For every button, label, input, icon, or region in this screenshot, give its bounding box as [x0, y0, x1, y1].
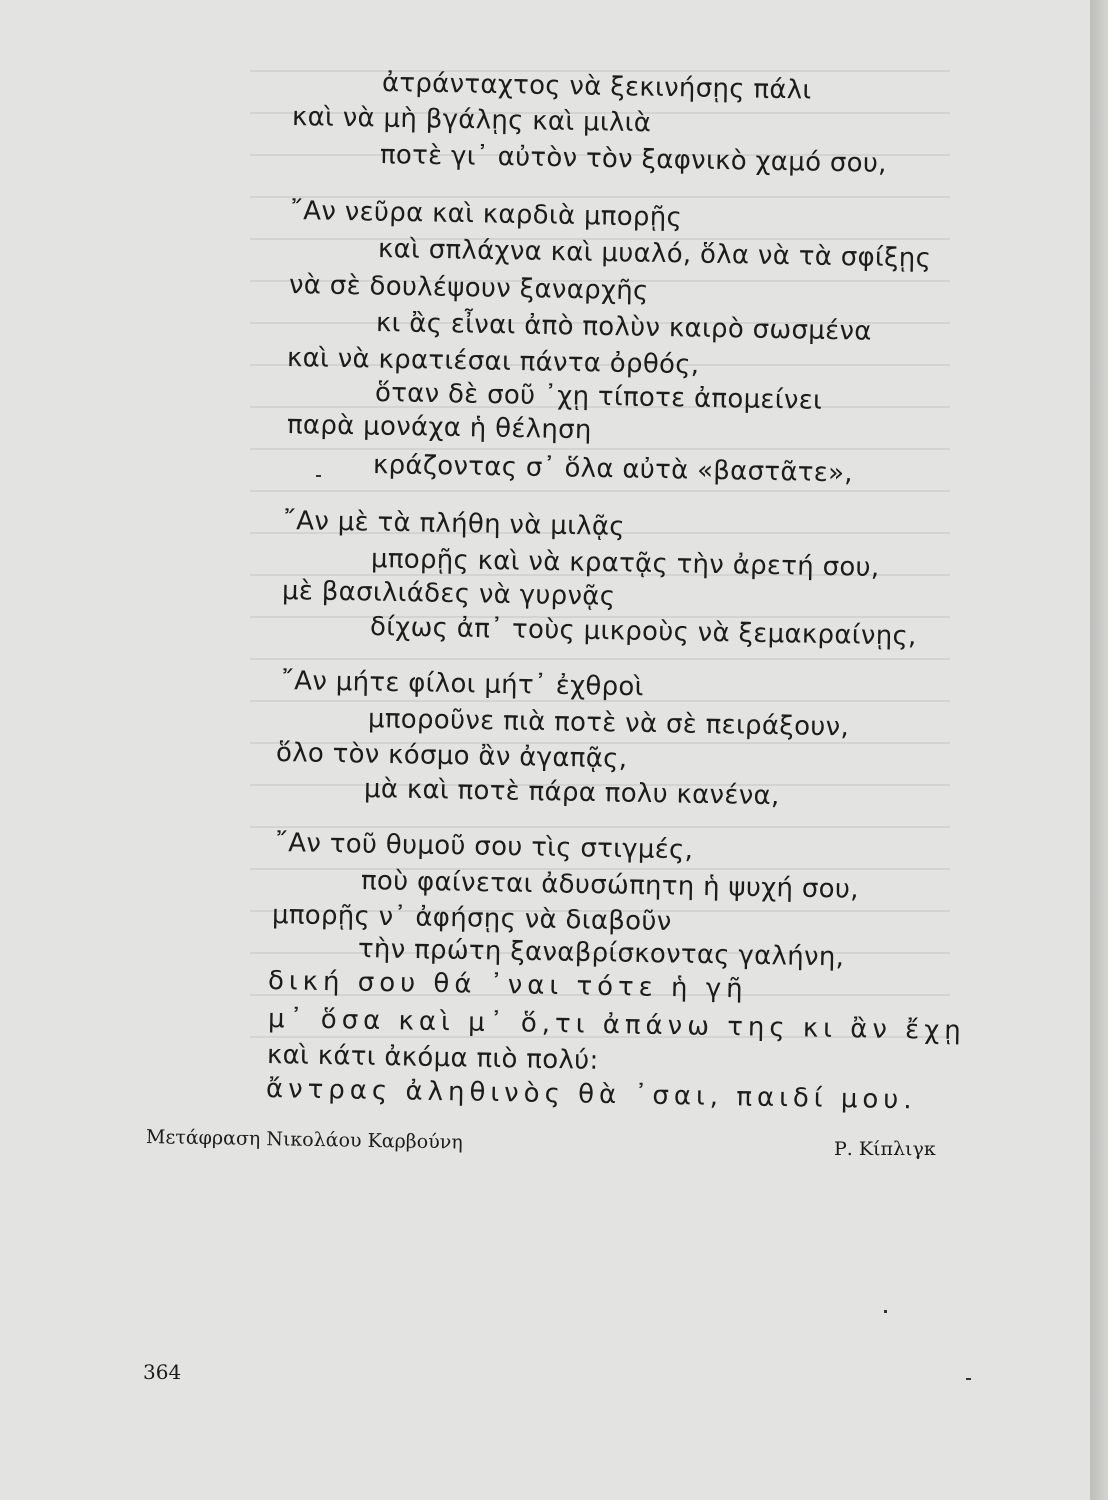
poem-line: ῎Αν μήτε φίλοι μήτ᾽ ἐχθροὶ — [280, 666, 645, 703]
print-speck — [884, 1310, 887, 1313]
poem-line: μ᾽ ὅσα καὶ μ᾽ ὅ,τι ἀπάνω της κι ἂν ἔχῃ — [267, 1004, 966, 1047]
poem-line: καὶ νὰ μὴ βγάλῃς καὶ μιλιὰ — [291, 102, 652, 139]
poem-line: ποὺ φαίνεται ἀδυσώπητη ἡ ψυχή σου, — [360, 866, 860, 905]
page-number: 364 — [143, 1360, 182, 1384]
poem-line: παρὰ μονάχα ἡ θέληση — [286, 410, 592, 446]
poem-line: δική σου θά ᾽ναι τότε ἡ γῆ — [267, 966, 748, 1005]
poem-line: νὰ σὲ δουλέψουν ξαναρχῆς — [288, 270, 649, 307]
page-edge — [1090, 0, 1108, 1500]
poem-line: καὶ σπλάχνα καὶ μυαλό, ὅλα νὰ τὰ σφίξῃς — [377, 234, 932, 274]
poem-line: ἀτράνταχτος νὰ ξεκινήσῃς πάλι — [381, 68, 812, 106]
poem-line: ῎Αν νεῦρα καὶ καρδιὰ μπορῇς — [289, 196, 683, 233]
poem-line: δίχως ἀπ᾽ τοὺς μικροὺς νὰ ξεμακραίνῃς, — [369, 612, 917, 652]
poem-line: ῎Αν τοῦ θυμοῦ σου τὶς στιγμές, — [274, 828, 694, 866]
poem-line: κι ἂς εἶναι ἀπὸ πολὺν καιρὸ σωσμένα — [375, 308, 872, 347]
translator-credit: Μετάφραση Νικολάου Καρβούνη — [145, 1126, 463, 1154]
poem-line: μπορῇς ν᾽ ἀφήσῃς νὰ διαβοῦν — [271, 900, 672, 937]
poem-line: μποροῦνε πιὰ ποτὲ νὰ σὲ πειράξουν, — [367, 704, 850, 743]
poem-line: καὶ κάτι ἀκόμα πιὸ πολύ: — [266, 1040, 599, 1076]
poem-line: ῎Αν μὲ τὰ πλήθη νὰ μιλᾷς — [282, 506, 626, 542]
poem-line: τὴν πρώτη ξαναβρίσκοντας γαλήνη, — [357, 934, 845, 973]
print-speck — [316, 475, 321, 477]
poem-line: ἄντρας ἀληθινὸς θὰ ᾽σαι, παιδί μου. — [265, 1074, 917, 1116]
print-speck — [966, 1378, 971, 1380]
poem-line: κράζοντας σ᾽ ὅλα αὐτὰ «βαστᾶτε», — [372, 450, 854, 489]
poem-line: ὅταν δὲ σοῦ ᾽χῃ τίποτε ἀπομείνει — [374, 378, 823, 416]
author-credit: Ρ. Κίπλιγκ — [834, 1138, 936, 1160]
poem-line: ὅλο τὸν κόσμο ἂν ἀγαπᾷς, — [275, 738, 628, 775]
poem-line: καὶ νὰ κρατιέσαι πάντα ὀρθός, — [286, 343, 700, 381]
poem-line: μὰ καὶ ποτὲ πάρα πολυ κανένα, — [363, 774, 780, 812]
poem-line: μὲ βασιλιάδες νὰ γυρνᾷς — [281, 576, 616, 612]
poem-line: μπορῇς καὶ νὰ κρατᾷς τὴν ἀρετή σου, — [370, 544, 880, 583]
poem-line: ποτὲ γι᾽ αὐτὸν τὸν ξαφνικὸ χαμό σου, — [379, 140, 888, 179]
